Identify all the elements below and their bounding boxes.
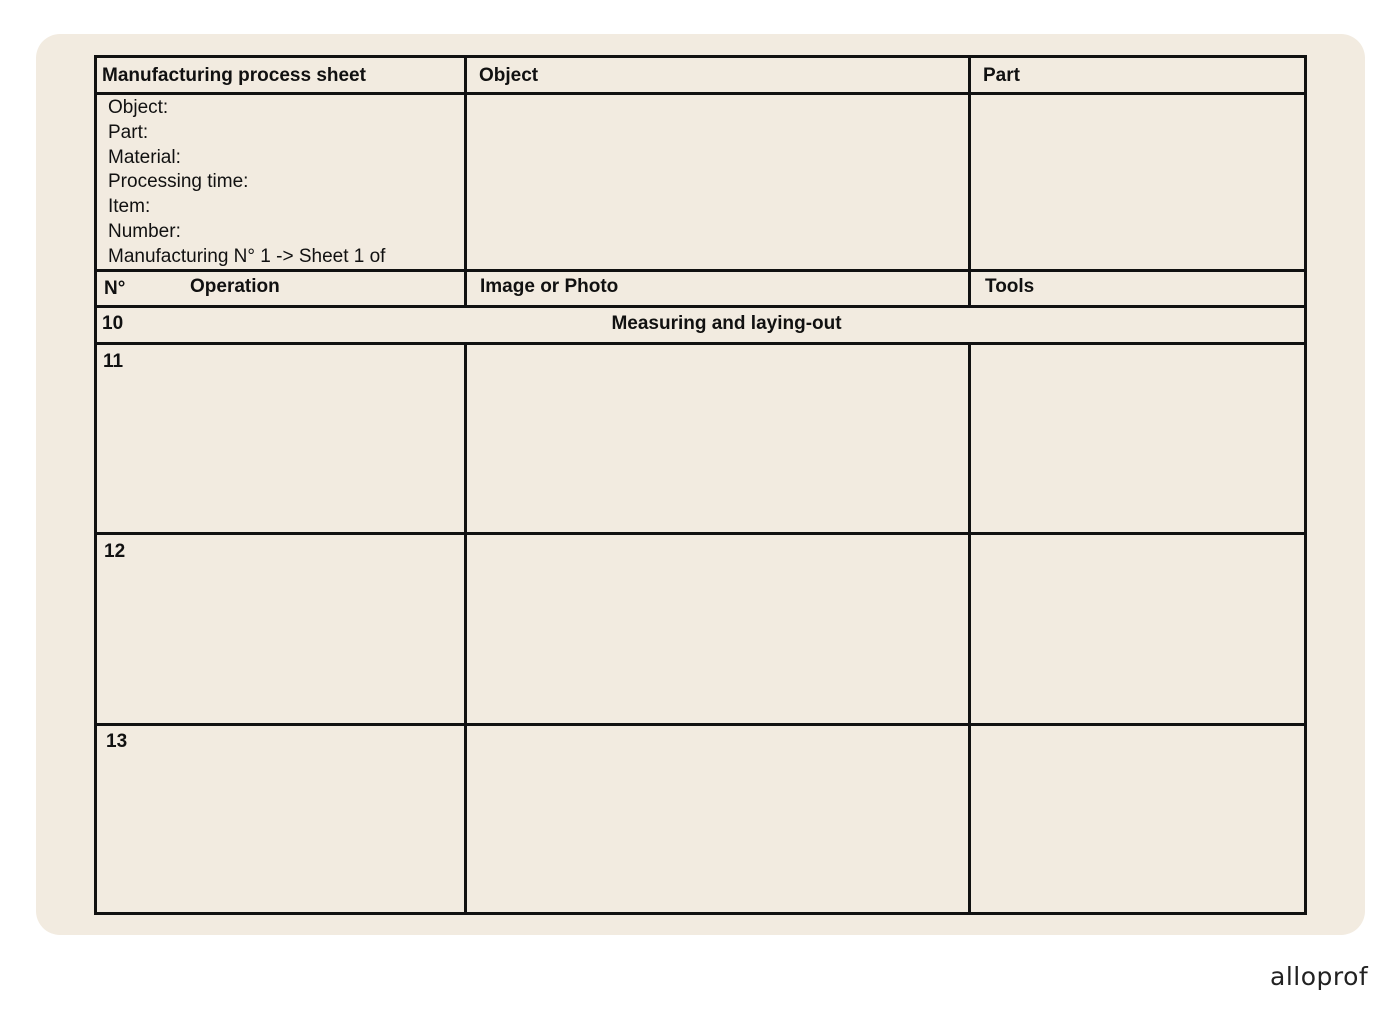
manufacturing-process-sheet <box>94 55 1307 915</box>
part-column-header: Part <box>983 65 1020 86</box>
operation-number: 11 <box>103 351 124 372</box>
info-field-object: Object: <box>108 97 169 118</box>
column-divider <box>968 342 971 915</box>
row-divider <box>97 305 1304 308</box>
info-block <box>108 96 385 270</box>
tools-column-header: Tools <box>985 276 1035 297</box>
info-field-processing-time: Processing time: <box>108 171 249 193</box>
column-divider <box>968 58 971 308</box>
image-column-header: Image or Photo <box>480 276 619 297</box>
sheet-title: Manufacturing process sheet <box>102 65 366 86</box>
info-field-item: Item: <box>108 196 151 218</box>
column-divider <box>464 58 467 308</box>
info-field-number: Number: <box>108 220 181 242</box>
brand-logo: alloprof <box>1270 962 1369 991</box>
info-field-manufacturing: Manufacturing N° 1 -> Sheet 1 of <box>108 245 386 267</box>
operation-label: Measuring and laying-out <box>611 313 842 334</box>
row-divider <box>97 92 1304 95</box>
operation-column-header: Operation <box>190 276 280 297</box>
number-column-header: N° <box>104 278 126 299</box>
column-divider <box>464 342 467 915</box>
row-divider <box>97 532 1304 535</box>
operation-number: 10 <box>102 313 124 334</box>
operation-number: 12 <box>104 541 126 562</box>
info-field-part: Part: <box>108 121 149 143</box>
operation-number: 13 <box>106 731 128 752</box>
info-field-material: Material: <box>108 146 181 168</box>
row-divider <box>97 723 1304 726</box>
object-column-header: Object <box>479 65 539 86</box>
row-divider <box>97 342 1304 345</box>
